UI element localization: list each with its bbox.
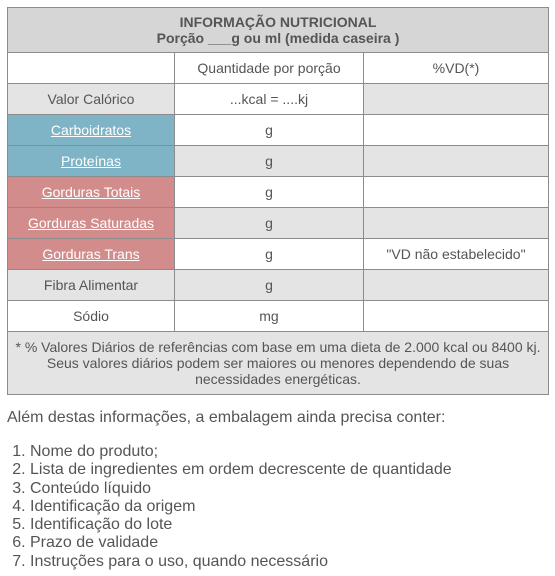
list-item: 1. Nome do produto; bbox=[30, 443, 452, 461]
nutrient-label-cell bbox=[8, 239, 175, 270]
table-header-row bbox=[8, 53, 549, 84]
nutrition-facts-table bbox=[7, 7, 549, 395]
table-title: INFORMAÇÃO NUTRICIONAL bbox=[179, 14, 377, 30]
footnote-row bbox=[8, 332, 549, 395]
table-row bbox=[8, 239, 549, 270]
nutrient-quantity: ...kcal = ....kj bbox=[175, 84, 364, 115]
list-item: 3. Conteúdo líquido bbox=[30, 480, 452, 498]
nutrient-vd bbox=[364, 146, 549, 177]
table-title-cell bbox=[8, 8, 549, 53]
table-footnote: * % Valores Diários de referências com base em uma dieta de 2.000 kcal ou 8400 kj. Seus valores diários podem ser maiores ou menores dependendo de suas necessidades energéticas. bbox=[8, 332, 549, 395]
nutrient-quantity: g bbox=[175, 177, 364, 208]
nutrient-label: Fibra Alimentar bbox=[8, 270, 175, 301]
nutrient-label-cell bbox=[8, 208, 175, 239]
table-row bbox=[8, 270, 549, 301]
list-item: 6. Prazo de validade bbox=[30, 534, 452, 552]
nutrient-vd bbox=[364, 177, 549, 208]
table-row bbox=[8, 208, 549, 239]
table-row bbox=[8, 177, 549, 208]
nutrient-link-gorduras-trans[interactable]: Gorduras Trans bbox=[42, 246, 140, 262]
nutrient-vd bbox=[364, 84, 549, 115]
table-row bbox=[8, 84, 549, 115]
list-item: 5. Identificação do lote bbox=[30, 516, 452, 534]
header-vd: %VD(*) bbox=[364, 53, 549, 84]
nutrient-label-cell bbox=[8, 177, 175, 208]
nutrient-quantity: g bbox=[175, 270, 364, 301]
list-item: 7. Instruções para o uso, quando necessário bbox=[30, 553, 452, 571]
nutrient-link-proteinas[interactable]: Proteínas bbox=[61, 153, 121, 169]
nutrient-link-carboidratos[interactable]: Carboidratos bbox=[50, 122, 132, 138]
nutrient-quantity: mg bbox=[175, 301, 364, 332]
nutrient-vd: "VD não estabelecido" bbox=[364, 239, 549, 270]
requirements-list bbox=[7, 443, 452, 571]
header-empty bbox=[8, 53, 175, 84]
nutrient-quantity: g bbox=[175, 115, 364, 146]
nutrient-label-cell bbox=[8, 146, 175, 177]
header-quantity: Quantidade por porção bbox=[175, 53, 364, 84]
intro-text: Além destas informações, a embalagem ainda precisa conter: bbox=[7, 409, 446, 426]
table-row bbox=[8, 301, 549, 332]
nutrient-label-cell bbox=[8, 115, 175, 146]
nutrient-vd bbox=[364, 270, 549, 301]
nutrient-vd bbox=[364, 115, 549, 146]
nutrient-link-gorduras-saturadas[interactable]: Gorduras Saturadas bbox=[27, 215, 155, 231]
table-subtitle: Porção ___g ou ml (medida caseira ) bbox=[156, 30, 400, 46]
nutrient-quantity: g bbox=[175, 208, 364, 239]
nutrient-vd bbox=[364, 208, 549, 239]
list-item: 2. Lista de ingredientes em ordem decrescente de quantidade bbox=[30, 461, 452, 479]
table-title-row bbox=[8, 8, 549, 53]
nutrient-vd bbox=[364, 301, 549, 332]
list-item: 4. Identificação da origem bbox=[30, 498, 452, 516]
nutrient-quantity: g bbox=[175, 146, 364, 177]
nutrient-label: Sódio bbox=[8, 301, 175, 332]
nutrient-link-gorduras-totais[interactable]: Gorduras Totais bbox=[41, 184, 141, 200]
nutrient-label: Valor Calórico bbox=[8, 84, 175, 115]
table-row bbox=[8, 146, 549, 177]
nutrient-quantity: g bbox=[175, 239, 364, 270]
table-row bbox=[8, 115, 549, 146]
